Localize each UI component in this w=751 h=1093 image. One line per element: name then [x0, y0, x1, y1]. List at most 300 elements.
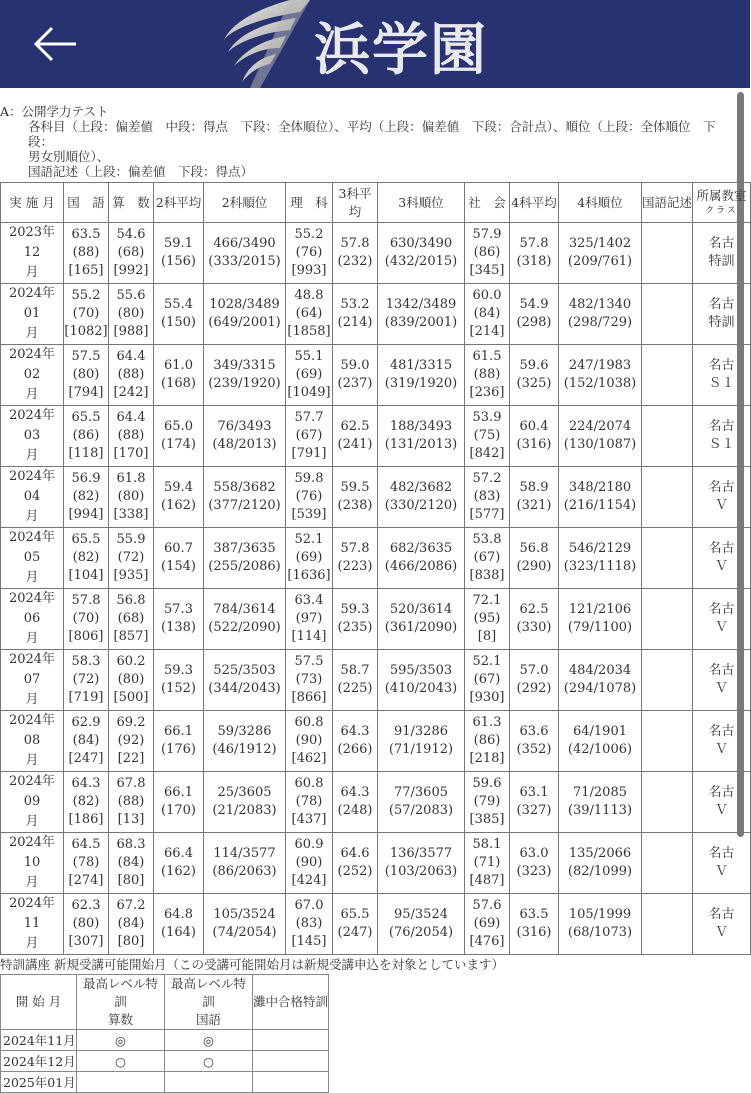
cell-shakai-line: 53.9	[472, 410, 502, 425]
cell-rank4-line: 546/2129	[568, 541, 632, 556]
cell-rank3-line: (330/2120)	[384, 498, 458, 513]
cell-sansu-line: (68)	[117, 611, 145, 626]
cell-rika-line: [1049]	[287, 385, 331, 400]
cell-class	[693, 528, 751, 589]
cell-rika	[286, 223, 333, 284]
tokkun-kokugo-mark: ○	[165, 1051, 253, 1072]
cell-sansu	[109, 650, 154, 711]
cell-sansu-line: 67.8	[116, 776, 146, 791]
cell-kokugo-line: [307]	[68, 934, 104, 949]
tokkun-sansu-mark: ○	[77, 1051, 165, 1072]
month-line2: 月	[25, 753, 39, 768]
cell-avg3-line: 64.3	[340, 785, 370, 800]
cell-shakai-line: [930]	[469, 690, 505, 705]
cell-avg2-line: (154)	[161, 559, 196, 574]
cell-shakai-line: (71)	[473, 855, 501, 870]
cell-shakai-line: 53.8	[472, 532, 502, 547]
cell-rank2	[204, 345, 286, 406]
cell-shakai-line: [236]	[469, 385, 505, 400]
cell-sansu-line: (72)	[117, 550, 145, 565]
cell-rank2-line: 349/3315	[213, 358, 276, 373]
cell-kokugo	[64, 528, 109, 589]
month-line2: 月	[25, 326, 39, 341]
cell-rank3	[378, 772, 465, 833]
class-line1: 名古	[708, 907, 735, 922]
cell-rank3-line: 682/3635	[389, 541, 453, 556]
cell-kokugo-line: [719]	[68, 690, 104, 705]
table-row	[1, 528, 751, 589]
cell-shakai-line: [8]	[477, 629, 497, 644]
cell-rank3-line: (319/1920)	[384, 376, 458, 391]
cell-sansu-line: [80]	[117, 934, 145, 949]
cell-rank2-line: (344/2043)	[208, 681, 281, 696]
cell-rika-line: [424]	[291, 873, 327, 888]
cell-avg4-line: 54.9	[519, 297, 549, 312]
back-button[interactable]	[30, 22, 82, 66]
cell-rank4-line: (294/1078)	[563, 681, 637, 696]
cell-avg2	[154, 345, 204, 406]
class-header-sub: クラス	[705, 206, 738, 216]
cell-kijutsu	[642, 711, 693, 772]
cell-kokugo	[64, 833, 109, 894]
cell-avg3	[333, 284, 378, 345]
col-header-kijutsu: 国語記述	[642, 183, 693, 223]
cell-shakai-line: 57.6	[472, 898, 502, 913]
cell-avg3-line: 57.8	[340, 541, 370, 556]
cell-rika-line: [866]	[291, 690, 327, 705]
cell-rika	[286, 528, 333, 589]
cell-sansu-line: 61.8	[116, 471, 146, 486]
cell-rank2-line: 105/3524	[213, 907, 276, 922]
cell-avg2-line: 66.1	[164, 724, 193, 739]
cell-sansu-line: 55.6	[116, 288, 146, 303]
cell-sansu-line: [857]	[113, 629, 149, 644]
tokkun-col-kokugo-line2: 国語	[195, 1012, 221, 1027]
month-line1: 2024年09	[8, 774, 56, 809]
col-header-rika: 理 科	[286, 183, 333, 223]
logo-text: 浜学園	[314, 18, 488, 83]
cell-kijutsu	[642, 284, 693, 345]
cell-rank4	[559, 589, 642, 650]
cell-month	[1, 650, 64, 711]
cell-sansu-line: 69.2	[116, 715, 146, 730]
cell-rank4-line: 482/1340	[568, 297, 632, 312]
cell-avg3-line: (247)	[337, 925, 373, 940]
cell-rank3	[378, 711, 465, 772]
cell-avg2	[154, 894, 204, 955]
cell-kokugo	[64, 772, 109, 833]
cell-class	[693, 345, 751, 406]
tokkun-row	[1, 1072, 329, 1093]
cell-avg3-line: 64.3	[340, 724, 370, 739]
cell-rika-line: 59.8	[294, 471, 324, 486]
cell-avg2-line: 61.0	[164, 358, 193, 373]
cell-sansu-line: [500]	[113, 690, 149, 705]
cell-rank2	[204, 406, 286, 467]
cell-sansu-line: (88)	[117, 794, 145, 809]
cell-avg2-line: 65.0	[164, 419, 193, 434]
month-line1: 2023年12	[8, 225, 56, 260]
cell-class	[693, 894, 751, 955]
cell-shakai-line: (67)	[473, 672, 501, 687]
cell-avg3-line: (223)	[337, 559, 373, 574]
cell-rika-line: 55.2	[294, 227, 324, 242]
class-line1: 名古	[708, 297, 735, 312]
cell-avg3-line: (232)	[337, 254, 373, 269]
cell-kokugo-line: (72)	[72, 672, 100, 687]
cell-avg3-line: (241)	[337, 437, 373, 452]
cell-rank2-line: 784/3614	[213, 602, 276, 617]
cell-rank3-line: 482/3682	[389, 480, 453, 495]
cell-avg2-line: (174)	[161, 437, 196, 452]
cell-rank4	[559, 894, 642, 955]
class-line1: 名古	[708, 358, 735, 373]
cell-kijutsu	[642, 528, 693, 589]
cell-class	[693, 650, 751, 711]
cell-rika-line: [993]	[291, 263, 327, 278]
cell-avg2	[154, 833, 204, 894]
cell-avg2-line: 59.3	[164, 663, 193, 678]
cell-sansu-line: 64.4	[116, 410, 146, 425]
notes-line: 各科目（上段：偏差値 中段：得点 下段：全体順位）、平均（上段：偏差値 下段：合計点）、順位（上段：全体順位 下段：	[28, 119, 716, 149]
class-line1: 名古	[708, 236, 735, 251]
cell-class	[693, 833, 751, 894]
cell-kijutsu	[642, 406, 693, 467]
col-header-month: 実 施 月	[1, 183, 64, 223]
cell-rank4	[559, 467, 642, 528]
cell-kijutsu	[642, 833, 693, 894]
cell-avg2	[154, 528, 204, 589]
cell-avg2-line: 59.1	[164, 236, 193, 251]
cell-kokugo	[64, 345, 109, 406]
cell-rank4-line: 64/1901	[572, 724, 627, 739]
cell-avg3-line: 59.5	[340, 480, 370, 495]
cell-kokugo-line: 56.9	[71, 471, 101, 486]
class-line2: Ｖ	[714, 925, 728, 940]
cell-sansu	[109, 345, 154, 406]
cell-avg2-line: (152)	[161, 681, 196, 696]
cell-avg2-line: (162)	[161, 498, 196, 513]
tokkun-month: 2024年12月	[1, 1051, 77, 1072]
notes-line: 男女別順位）、	[28, 149, 110, 164]
cell-kokugo	[64, 894, 109, 955]
month-line1: 2024年04	[8, 469, 56, 504]
cell-rank2	[204, 467, 286, 528]
cell-shakai-line: [218]	[469, 751, 505, 766]
cell-avg3-line: (252)	[337, 864, 373, 879]
cell-month	[1, 589, 64, 650]
cell-sansu	[109, 589, 154, 650]
cell-rank2-line: (48/2013)	[212, 437, 277, 452]
cell-rank2-line: (377/2120)	[208, 498, 281, 513]
cell-rika	[286, 589, 333, 650]
cell-rika-line: [539]	[291, 507, 327, 522]
month-line2: 月	[25, 875, 39, 890]
month-line2: 月	[25, 570, 39, 585]
tokkun-section-title: 特訓講座 新規受講可能開始月（この受講可能開始月は新規受講申込を対象としています）	[0, 957, 504, 972]
cell-avg3-line: (235)	[337, 620, 373, 635]
cell-avg4	[510, 711, 559, 772]
cell-kijutsu	[642, 650, 693, 711]
tokkun-sansu-mark: ◎	[77, 1030, 165, 1051]
cell-sansu	[109, 772, 154, 833]
cell-avg2-line: 59.4	[164, 480, 193, 495]
cell-rank4-line: 135/2066	[568, 846, 632, 861]
cell-kokugo-line: (82)	[72, 794, 100, 809]
cell-shakai-line: (83)	[473, 489, 501, 504]
cell-rank4-line: (298/729)	[567, 315, 633, 330]
cell-avg2-line: (164)	[161, 925, 196, 940]
cell-kokugo	[64, 650, 109, 711]
cell-kijutsu	[642, 772, 693, 833]
cell-rank4-line: (130/1087)	[563, 437, 637, 452]
cell-rank2-line: 558/3682	[213, 480, 276, 495]
cell-avg2	[154, 467, 204, 528]
cell-rika-line: 55.1	[294, 349, 324, 364]
class-line1: 名古	[708, 663, 735, 678]
cell-rank3	[378, 284, 465, 345]
cell-rank3	[378, 345, 465, 406]
cell-shakai-line: (69)	[473, 916, 501, 931]
cell-avg4-line: (316)	[516, 437, 552, 452]
cell-avg4-line: (298)	[516, 315, 552, 330]
cell-avg2	[154, 772, 204, 833]
cell-rika-line: (90)	[295, 855, 323, 870]
cell-sansu-line: [242]	[113, 385, 149, 400]
cell-rank4	[559, 345, 642, 406]
month-line1: 2024年03	[8, 408, 56, 443]
cell-sansu-line: [338]	[113, 507, 149, 522]
cell-rank4-line: 121/2106	[568, 602, 632, 617]
cell-avg2	[154, 284, 204, 345]
class-line2: 特訓	[708, 315, 735, 330]
cell-kokugo-line: 57.5	[71, 349, 101, 364]
cell-avg4-line: 57.8	[519, 236, 549, 251]
cell-shakai	[465, 223, 510, 284]
tokkun-nada-mark	[253, 1030, 329, 1051]
cell-rika-line: [1636]	[287, 568, 331, 583]
month-line2: 月	[25, 814, 39, 829]
cell-avg3-line: (225)	[337, 681, 373, 696]
tokkun-row	[1, 1051, 329, 1072]
cell-rank3-line: 630/3490	[389, 236, 453, 251]
col-header-avg2: 2科平均	[154, 183, 204, 223]
cell-rank3-line: 136/3577	[389, 846, 453, 861]
hamagakuen-logo	[220, 0, 530, 88]
cell-kokugo-line: 55.2	[71, 288, 101, 303]
cell-kokugo-line: (88)	[72, 245, 100, 260]
cell-kokugo	[64, 589, 109, 650]
cell-rank2-line: 525/3503	[213, 663, 276, 678]
table-row	[1, 284, 751, 345]
cell-rank2-line: 25/3605	[217, 785, 272, 800]
cell-avg3	[333, 650, 378, 711]
col-header-avg4: 4科平均	[510, 183, 559, 223]
cell-rank2-line: 76/3493	[217, 419, 272, 434]
cell-avg3-line: 58.7	[340, 663, 370, 678]
cell-avg4-line: 60.4	[519, 419, 549, 434]
cell-kokugo-line: 57.8	[71, 593, 101, 608]
cell-rank2	[204, 528, 286, 589]
cell-class	[693, 589, 751, 650]
tokkun-nada-mark	[253, 1051, 329, 1072]
month-line2: 月	[25, 692, 39, 707]
cell-kokugo	[64, 467, 109, 528]
cell-sansu-line: (92)	[117, 733, 145, 748]
cell-avg3	[333, 223, 378, 284]
cell-avg2	[154, 406, 204, 467]
month-line2: 月	[25, 509, 39, 524]
cell-class	[693, 772, 751, 833]
logo-mark-icon	[220, 0, 312, 88]
cell-avg4-line: (327)	[516, 803, 552, 818]
tokkun-header-row	[1, 975, 329, 1030]
cell-month	[1, 833, 64, 894]
cell-rank2-line: (649/2001)	[208, 315, 281, 330]
cell-kokugo-line: [274]	[68, 873, 104, 888]
cell-rank4	[559, 833, 642, 894]
cell-avg4-line: (290)	[516, 559, 552, 574]
cell-avg3-line: (248)	[337, 803, 373, 818]
cell-rank4-line: 105/1999	[568, 907, 632, 922]
cell-rank3-line: (410/2043)	[384, 681, 458, 696]
cell-kokugo	[64, 284, 109, 345]
cell-rank2-line: 387/3635	[213, 541, 276, 556]
cell-rika-line: 67.0	[294, 898, 324, 913]
cell-rika-line: [791]	[291, 446, 327, 461]
cell-rank3-line: (131/2013)	[384, 437, 458, 452]
cell-rank3	[378, 528, 465, 589]
cell-rank2-line: (86/2063)	[212, 864, 277, 879]
cell-sansu-line: 55.9	[116, 532, 146, 547]
cell-rika	[286, 772, 333, 833]
cell-kokugo-line: [247]	[68, 751, 104, 766]
cell-shakai-line: (95)	[473, 611, 501, 626]
cell-avg4	[510, 528, 559, 589]
cell-rank2-line: (239/1920)	[208, 376, 281, 391]
cell-shakai	[465, 406, 510, 467]
cell-avg4-line: (316)	[516, 925, 552, 940]
cell-avg4-line: (323)	[516, 864, 552, 879]
cell-rank3-line: 481/3315	[389, 358, 453, 373]
cell-avg4-line: 63.1	[519, 785, 549, 800]
cell-shakai-line: (67)	[473, 550, 501, 565]
cell-rank2-line: (522/2090)	[208, 620, 281, 635]
class-line2: Ｖ	[714, 681, 728, 696]
month-line2: 月	[25, 448, 39, 463]
class-line2: Ｖ	[714, 864, 728, 879]
cell-avg4	[510, 345, 559, 406]
cell-rika-line: [1858]	[287, 324, 331, 339]
cell-avg4-line: 63.6	[519, 724, 549, 739]
cell-sansu-line: [13]	[117, 812, 145, 827]
cell-rank3-line: (76/2054)	[388, 925, 454, 940]
col-header-rank4: 4科順位	[559, 183, 642, 223]
cell-rank3-line: 595/3503	[389, 663, 453, 678]
cell-avg3	[333, 528, 378, 589]
cell-month	[1, 528, 64, 589]
cell-shakai-line: 59.6	[472, 776, 502, 791]
cell-shakai	[465, 589, 510, 650]
notes-title: A：公開学力テスト	[0, 104, 109, 119]
cell-rika-line: [462]	[291, 751, 327, 766]
cell-avg2-line: 57.3	[164, 602, 193, 617]
cell-rank4-line: 325/1402	[568, 236, 632, 251]
cell-rank4-line: (68/1073)	[567, 925, 633, 940]
cell-month	[1, 772, 64, 833]
cell-avg2	[154, 650, 204, 711]
tokkun-kokugo-mark: ◎	[165, 1030, 253, 1051]
cell-avg2-line: (150)	[161, 315, 196, 330]
cell-avg3	[333, 406, 378, 467]
cell-avg2-line: (168)	[161, 376, 196, 391]
cell-rika-line: (83)	[295, 916, 323, 931]
table-row	[1, 833, 751, 894]
cell-kokugo-line: [186]	[68, 812, 104, 827]
cell-rika-line: (69)	[295, 550, 323, 565]
cell-rank3-line: 520/3614	[389, 602, 453, 617]
cell-month	[1, 894, 64, 955]
cell-sansu-line: (84)	[117, 855, 145, 870]
cell-rank4	[559, 406, 642, 467]
cell-month	[1, 711, 64, 772]
tokkun-table	[0, 974, 329, 1093]
cell-kokugo-line: (80)	[72, 367, 100, 382]
cell-rank2-line: 1028/3489	[209, 297, 280, 312]
cell-kokugo	[64, 711, 109, 772]
table-row	[1, 589, 751, 650]
cell-avg2-line: (170)	[161, 803, 196, 818]
cell-rika-line: 60.9	[294, 837, 324, 852]
cell-shakai-line: [214]	[469, 324, 505, 339]
cell-shakai-line: (86)	[473, 245, 501, 260]
cell-kokugo-line: [118]	[68, 446, 104, 461]
cell-shakai-line: 57.9	[472, 227, 502, 242]
cell-shakai-line: 52.1	[472, 654, 502, 669]
cell-avg3-line: 59.3	[340, 602, 370, 617]
cell-sansu	[109, 833, 154, 894]
table-row	[1, 711, 751, 772]
month-line1: 2024年05	[8, 530, 56, 565]
cell-sansu-line: 54.6	[116, 227, 146, 242]
cell-avg3	[333, 894, 378, 955]
month-line1: 2024年11	[8, 896, 56, 931]
cell-kokugo-line: [165]	[68, 263, 104, 278]
cell-rika-line: [145]	[291, 934, 327, 949]
cell-kokugo-line: [1082]	[64, 324, 108, 339]
cell-kijutsu	[642, 345, 693, 406]
cell-month	[1, 223, 64, 284]
cell-kokugo-line: (86)	[72, 428, 100, 443]
cell-rank4-line: 71/2085	[572, 785, 627, 800]
cell-rank3-line: (361/2090)	[384, 620, 458, 635]
class-line2: Ｖ	[714, 620, 728, 635]
cell-rank4	[559, 772, 642, 833]
cell-shakai-line: 57.2	[472, 471, 502, 486]
cell-kokugo-line: 62.9	[71, 715, 101, 730]
cell-avg4-line: (318)	[516, 254, 552, 269]
cell-rank4-line: 224/2074	[568, 419, 632, 434]
cell-avg3	[333, 772, 378, 833]
cell-avg2	[154, 711, 204, 772]
cell-shakai-line: (84)	[473, 306, 501, 321]
cell-avg4	[510, 284, 559, 345]
cell-sansu-line: 56.8	[116, 593, 146, 608]
cell-rank2	[204, 589, 286, 650]
cell-avg4	[510, 223, 559, 284]
cell-rank2-line: 114/3577	[213, 846, 276, 861]
cell-kokugo-line: 65.5	[71, 532, 101, 547]
